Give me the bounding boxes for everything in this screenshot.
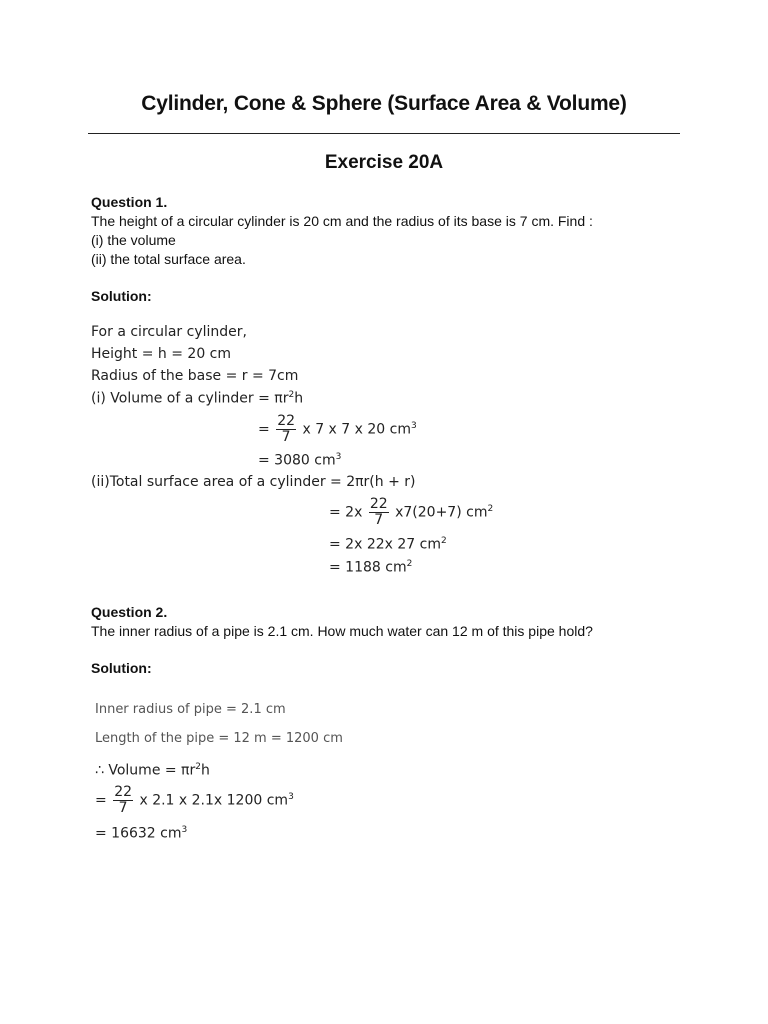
question-1-text: The height of a circular cylinder is 20 cm and the radius of its base is 7 cm. Find :: [91, 213, 593, 229]
fraction-numerator: 22: [369, 496, 388, 512]
sol1-tsa-formula: (ii)Total surface area of a cylinder = 2πr(h + r): [91, 474, 416, 490]
sol2-line: Length of the pipe = 12 m = 1200 cm: [95, 731, 343, 746]
sol2-text: x 2.1 x 2.1x 1200 cm: [139, 792, 289, 809]
sol1-text: =: [258, 421, 270, 438]
sol1-text: = 1188 cm: [329, 559, 407, 576]
fraction-numerator: 22: [114, 784, 133, 800]
sol1-text: (i) Volume of a cylinder = πr: [91, 390, 289, 407]
sol1-sup: 2: [406, 559, 413, 569]
exercise-heading: Exercise 20A: [324, 152, 444, 173]
question-1-part-i: (i) the volume: [91, 232, 176, 248]
fraction: [113, 785, 133, 816]
sol1-volume-formula: [91, 390, 303, 407]
sol1-line: Height = h = 20 cm: [91, 346, 232, 362]
fraction-denominator: 7: [118, 800, 128, 816]
solution-1-label: Solution:: [91, 288, 152, 304]
sol1-line: Radius of the base = r = 7cm: [91, 368, 299, 384]
question-2-heading: Question 2.: [91, 604, 168, 620]
sol1-text: h: [294, 390, 304, 407]
title-divider: [88, 133, 680, 134]
fraction-denominator: 7: [374, 512, 384, 528]
sol1-sup: 3: [335, 452, 342, 462]
sol2-text: =: [95, 792, 107, 809]
fraction: [369, 497, 389, 528]
question-2-text: The inner radius of a pipe is 2.1 cm. How much water can 12 m of this pipe hold?: [91, 623, 593, 639]
sol1-line: For a circular cylinder,: [91, 324, 247, 340]
sol2-volume-result: [95, 825, 187, 842]
solution-2-label: Solution:: [91, 660, 152, 676]
sol1-sup: 2: [440, 536, 447, 546]
fraction: [276, 414, 296, 445]
sol2-line: Inner radius of pipe = 2.1 cm: [95, 702, 286, 717]
sol2-text: ∴ Volume = πr: [95, 762, 196, 779]
sol1-tsa-calc: [329, 497, 493, 528]
sol2-sup: 3: [288, 791, 294, 802]
sol1-text: x 7 x 7 x 20 cm: [302, 421, 411, 438]
sol1-volume-result: [258, 452, 341, 469]
sol2-text: = 16632 cm: [95, 825, 182, 842]
sol1-text: x7(20+7) cm: [395, 504, 488, 521]
sol2-sup: 3: [181, 825, 188, 835]
sol2-volume-calc: [95, 785, 294, 816]
question-1-heading: Question 1.: [91, 194, 168, 210]
question-1-part-ii: (ii) the total surface area.: [91, 251, 246, 267]
sol2-volume-formula: [95, 762, 210, 779]
sol1-sup: 2: [288, 390, 295, 400]
fraction-numerator: 22: [277, 413, 296, 429]
sol1-tsa-step: [329, 536, 447, 553]
sol1-tsa-result: [329, 559, 412, 576]
sol1-text: = 2x: [329, 504, 363, 521]
sol1-sup: 2: [487, 503, 494, 514]
page-title: Cylinder, Cone & Sphere (Surface Area & Volume): [141, 92, 627, 115]
fraction-denominator: 7: [281, 429, 291, 445]
sol1-volume-calc: [258, 414, 417, 445]
sol1-text: = 2x 22x 27 cm: [329, 536, 441, 553]
sol1-text: = 3080 cm: [258, 452, 336, 469]
sol2-text: h: [200, 762, 210, 779]
sol1-sup: 3: [411, 420, 417, 431]
sol2-sup: 2: [195, 762, 201, 772]
